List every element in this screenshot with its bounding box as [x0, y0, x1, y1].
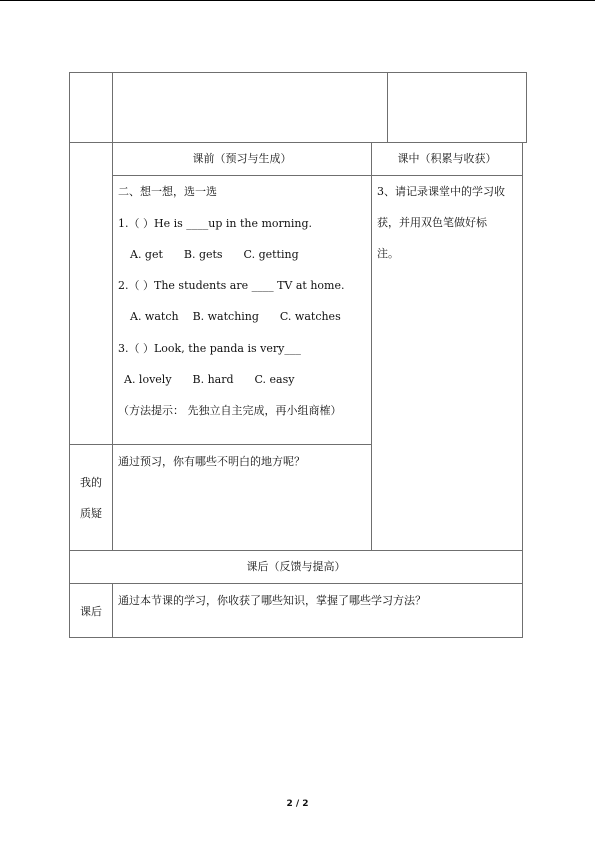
in-class-header: 课中（积累与收获）	[397, 152, 497, 165]
grid-line	[112, 584, 113, 638]
grid-line	[69, 444, 372, 445]
grid-line	[371, 143, 372, 551]
questions-prompt: 通过预习，你有哪些不明白的地方呢？	[118, 455, 305, 468]
grid-line	[112, 142, 388, 143]
question-1: 1.（ ）He is ____up in the morning.	[118, 217, 313, 230]
after-class-header: 课后（反馈与提高）	[246, 560, 346, 573]
after-class-prompt: 通过本节课的学习，你收获了哪些知识，掌握了哪些学习方法？	[118, 594, 426, 607]
questions-label-line-2: 质疑	[80, 507, 102, 520]
question-3: 3.（ ）Look, the panda is very___	[118, 342, 301, 355]
question-1-options: A. get B. gets C. getting	[130, 248, 299, 261]
grid-line	[526, 72, 527, 143]
pre-class-header: 课前（预习与生成）	[192, 152, 292, 165]
after-class-label: 课后	[80, 605, 102, 618]
in-class-line-1: 3、请记录课堂中的学习收	[377, 185, 505, 198]
question-3-options: A. lovely B. hard C. easy	[124, 373, 295, 386]
grid-line	[69, 550, 523, 551]
grid-line	[69, 72, 70, 638]
method-hint: （方法提示： 先独立自主完成，再小组商榷）	[118, 404, 342, 417]
page-number: 2 / 2	[286, 799, 309, 809]
grid-line	[112, 72, 113, 143]
grid-line	[112, 175, 522, 176]
grid-line	[387, 72, 388, 143]
page-top-rule	[0, 0, 595, 1]
grid-line	[112, 143, 113, 551]
grid-line	[522, 143, 523, 638]
in-class-line-2: 获，并用双色笔做好标	[377, 216, 487, 229]
in-class-line-3: 注。	[377, 247, 399, 260]
grid-line	[387, 142, 527, 143]
question-2-options: A. watch B. watching C. watches	[130, 310, 341, 323]
grid-line	[69, 637, 523, 638]
grid-line	[69, 72, 527, 73]
grid-line	[69, 583, 523, 584]
grid-line	[69, 142, 114, 143]
question-2: 2.（ ）The students are ____ TV at home.	[118, 279, 345, 292]
questions-label-line-1: 我的	[80, 476, 102, 489]
section-title: 二、想一想，选一选	[118, 185, 217, 198]
